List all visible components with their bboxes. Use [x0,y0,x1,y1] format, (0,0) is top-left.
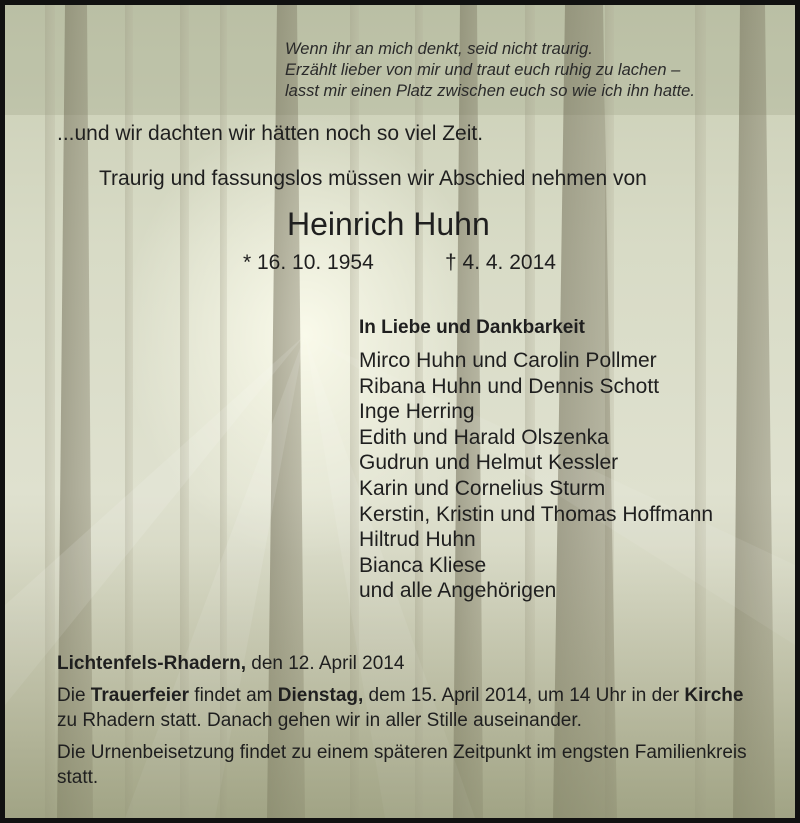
funeral-text: zu Rhadern statt. Danach gehen wir in aller Stille auseinander. [57,710,582,731]
mourner-entry: Kerstin, Kristin und Thomas Hoffmann [359,502,714,526]
poem-line: Erzählt lieber von mir und traut euch ruhig zu lachen – [285,61,681,79]
funeral-day: Dienstag, [277,685,364,706]
mourners-heading: In Liebe und Dankbarkeit [359,317,585,338]
poem-line: Wenn ihr an mich denkt, seid nicht traurig. [285,40,593,58]
mourner-entry: Karin und Cornelius Sturm [359,476,606,500]
mourner-entry: Ribana Huhn und Dennis Schott [359,374,660,398]
place-date-line [57,653,404,675]
deceased-name: Heinrich Huhn [287,206,490,242]
place-name: Lichtenfels-Rhadern, [57,653,246,674]
mourners-list [359,348,713,604]
mourner-entry: Gudrun und Helmut Kessler [359,451,619,475]
mourner-entry: Hiltrud Huhn [359,528,476,552]
funeral-info [57,683,757,733]
intro-line: Traurig und fassungslos müssen wir Abschied nehmen von [99,167,647,190]
mourner-entry: Mirco Huhn und Carolin Pollmer [359,349,657,372]
mourner-entry: und alle Angehörigen [359,579,557,603]
poem-line: lasst mir einen Platz zwischen euch so wie ich ihn hatte. [285,82,695,100]
subtitle-line: ...und wir dachten wir hätten noch so viel Zeit. [57,122,484,145]
poem [285,39,765,102]
funeral-keyword: Trauerfeier [90,685,190,706]
funeral-text: dem 15. April 2014, um 14 Uhr in der [363,685,685,706]
funeral-location: Kirche [684,685,744,706]
funeral-text: Die [57,685,91,706]
mourner-entry: Inge Herring [359,400,475,424]
mourner-entry: Edith und Harald Olszenka [359,425,609,449]
mourner-entry: Bianca Kliese [359,553,487,577]
funeral-text: findet am [189,685,278,706]
date-text: den 12. April 2014 [245,653,405,674]
urn-burial-info: Die Urnenbeisetzung findet zu einem späteren Zeitpunkt im engsten Familienkreis statt. [57,742,747,788]
death-date: † 4. 4. 2014 [445,251,556,274]
birth-date: * 16. 10. 1954 [243,251,374,274]
